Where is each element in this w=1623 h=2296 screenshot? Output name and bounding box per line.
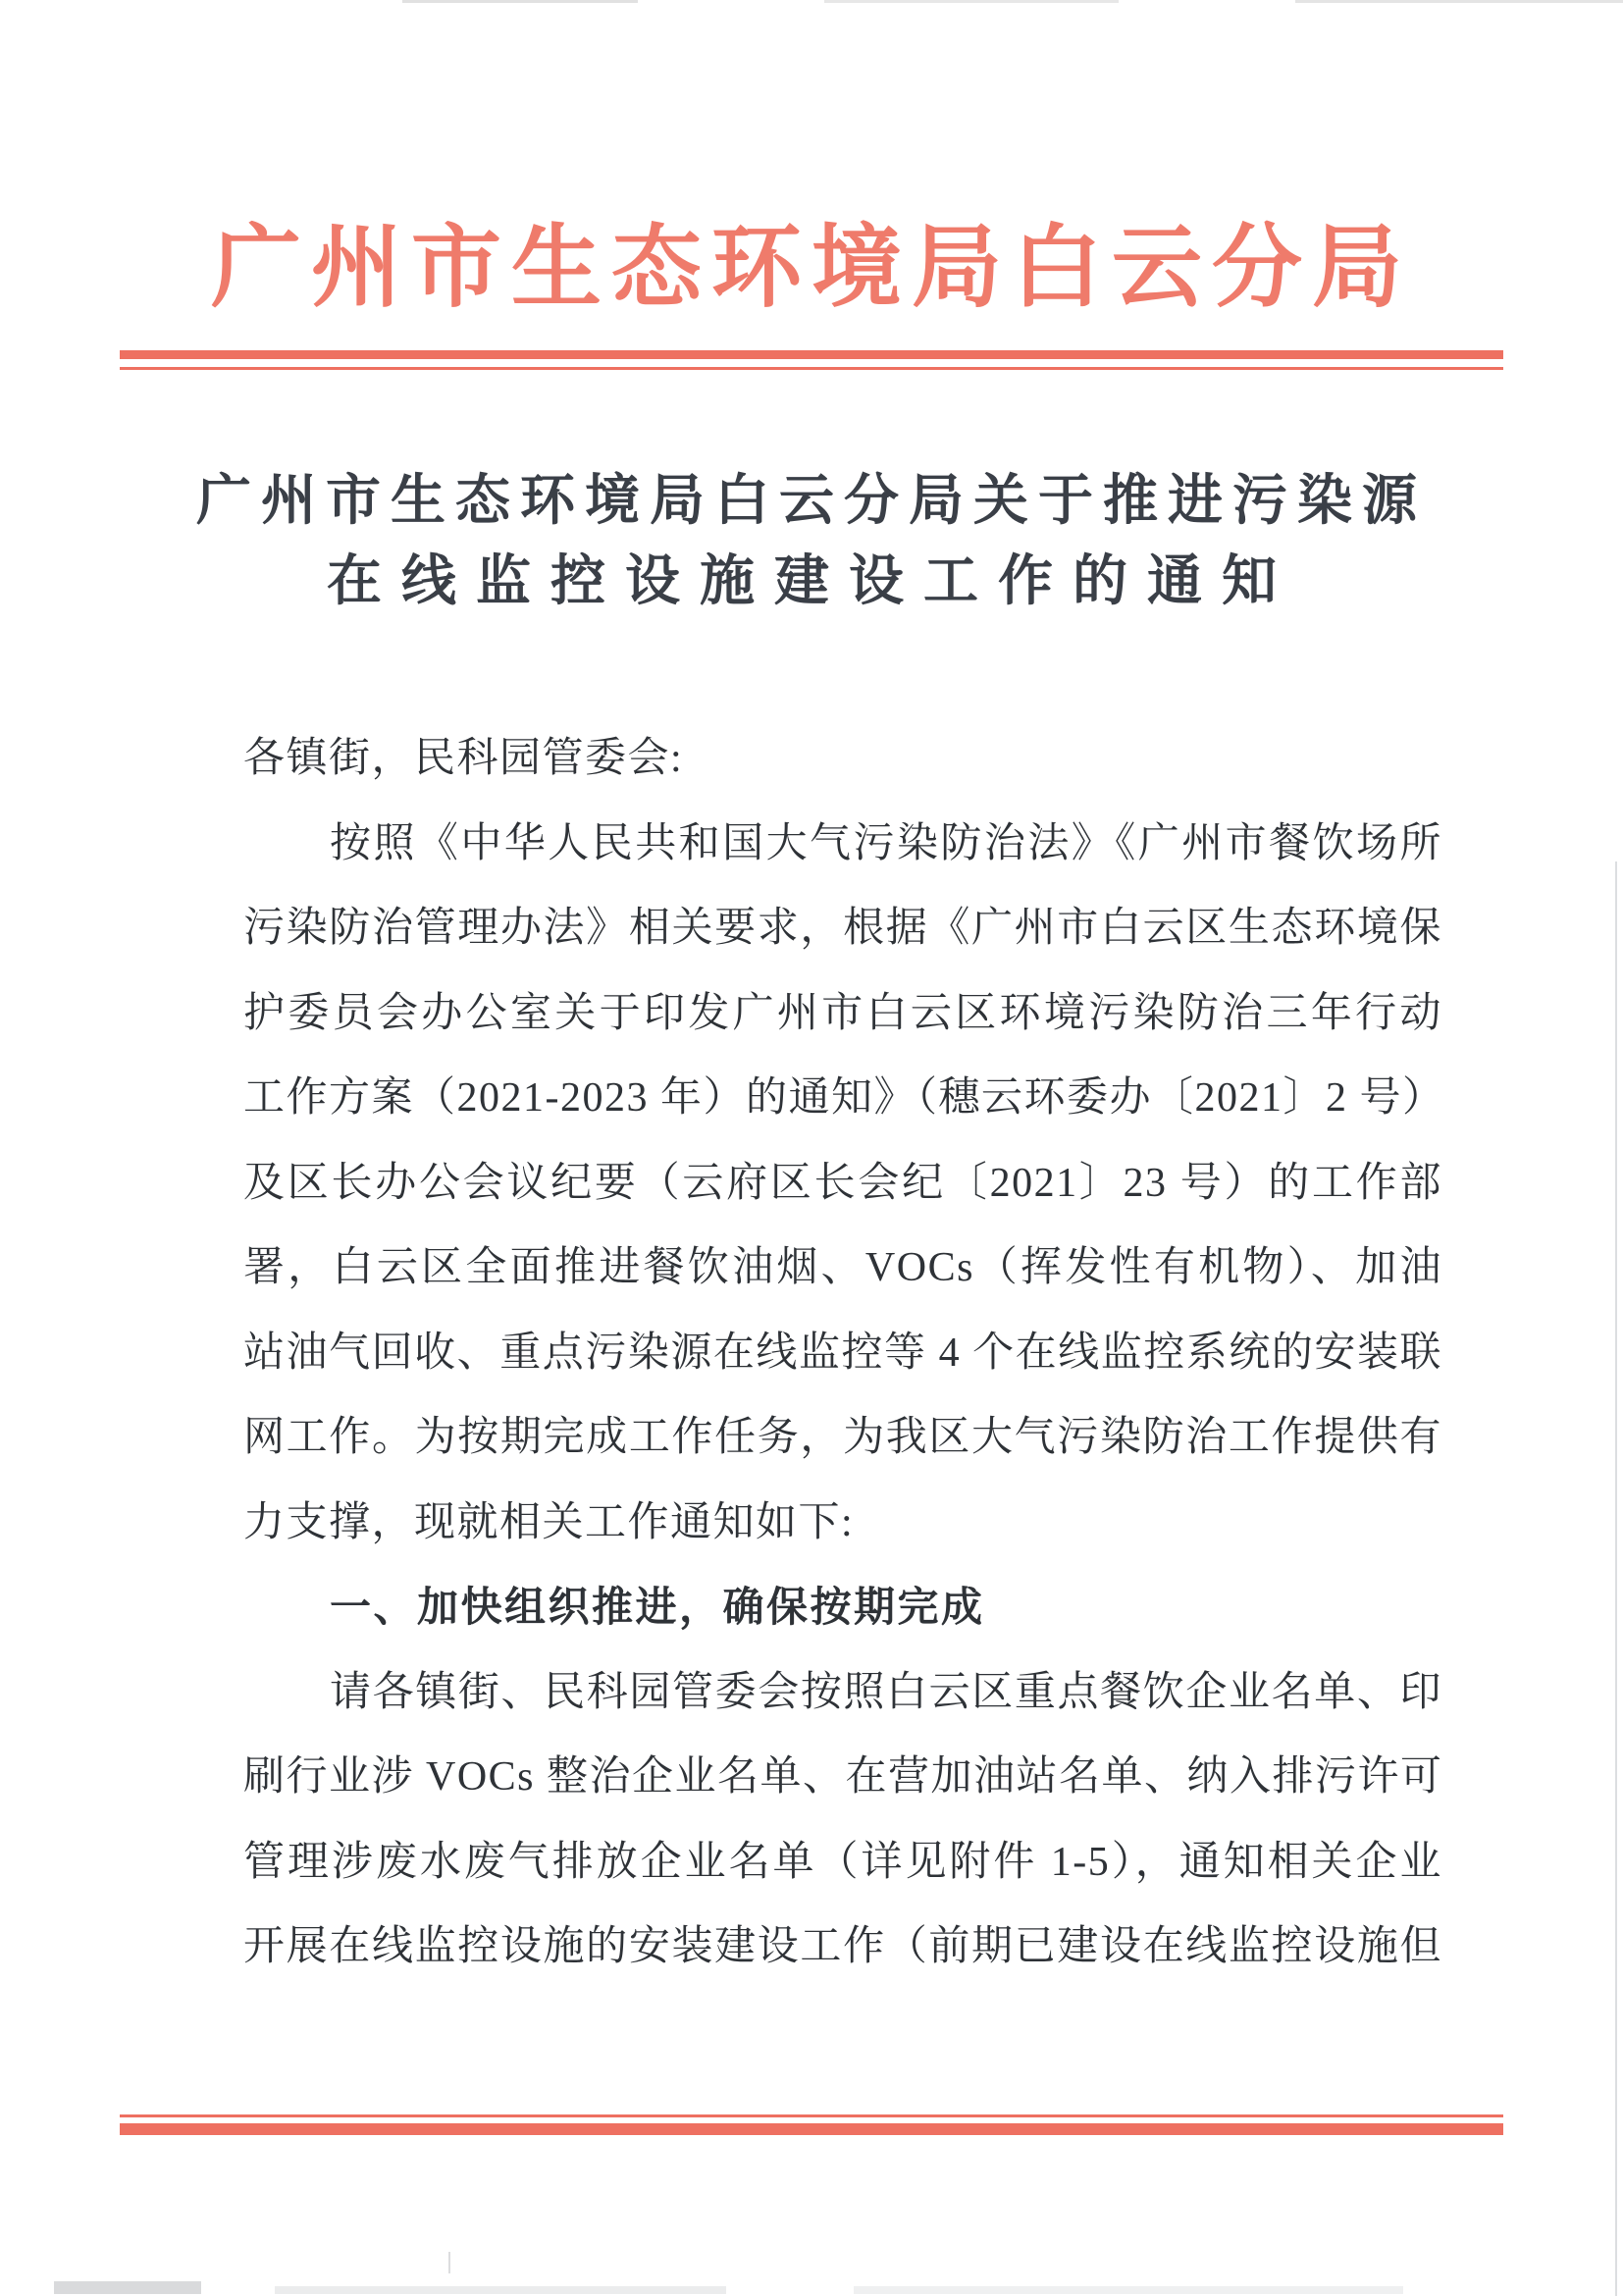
letterhead-rule-bottom-thin <box>120 2114 1503 2117</box>
scan-artifact <box>854 2286 1403 2294</box>
scan-artifact <box>448 2252 450 2273</box>
letterhead-rule-top-thick <box>120 350 1503 359</box>
letterhead-org-name: 广州市生态环境局白云分局 <box>210 218 1412 318</box>
body-line: 及区长办公会议纪要（云府区长会纪〔2021〕23 号）的工作部 <box>243 1160 1442 1206</box>
scan-artifact <box>824 0 1119 3</box>
body-line: 工作方案（2021-2023 年）的通知》（穗云环委办〔2021〕2 号） <box>243 1075 1445 1121</box>
body-line: 污染防治管理办法》相关要求，根据《广州市白云区生态环境保 <box>243 906 1442 951</box>
body-line: 力支撑，现就相关工作通知如下: <box>243 1499 855 1545</box>
body-line: 网工作。为按期完成工作任务，为我区大气污染防治工作提供有 <box>243 1415 1442 1460</box>
body-line: 刷行业涉 VOCs 整治企业名单、在营加油站名单、纳入排污许可 <box>243 1754 1443 1800</box>
letterhead-rule-top-thin <box>120 367 1503 370</box>
document-title <box>0 461 1623 622</box>
letterhead-rule-bottom-thick <box>120 2123 1503 2135</box>
body-line: 开展在线监控设施的安装建设工作（前期已建设在线监控设施但 <box>243 1924 1442 1969</box>
body-line: 护委员会办公室关于印发广州市白云区环境污染防治三年行动 <box>243 990 1442 1036</box>
body-line-salutation: 各镇街，民科园管委会: <box>243 736 684 781</box>
body-line: 管理涉废水废气排放企业名单（详见附件 1-5），通知相关企业 <box>243 1839 1442 1885</box>
scan-artifact <box>1615 861 1617 2296</box>
document-body <box>243 716 1445 1990</box>
body-line: 署，白云区全面推进餐饮油烟、VOCs（挥发性有机物）、加油 <box>243 1245 1442 1290</box>
scan-artifact <box>275 2286 726 2294</box>
scan-artifact <box>54 2281 201 2294</box>
body-line: 站油气回收、重点污染源在线监控等 4 个在线监控系统的安装联 <box>243 1330 1442 1376</box>
scan-artifact <box>402 0 638 3</box>
scan-artifact <box>1295 0 1623 3</box>
body-line: 按照《中华人民共和国大气污染防治法》《广州市餐饮场所 <box>330 820 1442 866</box>
body-line: 请各镇街、民科园管委会按照白云区重点餐饮企业名单、印 <box>330 1669 1442 1715</box>
section-heading: 一、加快组织推进，确保按期完成 <box>330 1584 985 1630</box>
document-title-line2: 在线监控设施建设工作的通知 <box>327 551 1296 612</box>
document-title-line1: 广州市生态环境局白云分局关于推进污染源 <box>196 471 1427 532</box>
